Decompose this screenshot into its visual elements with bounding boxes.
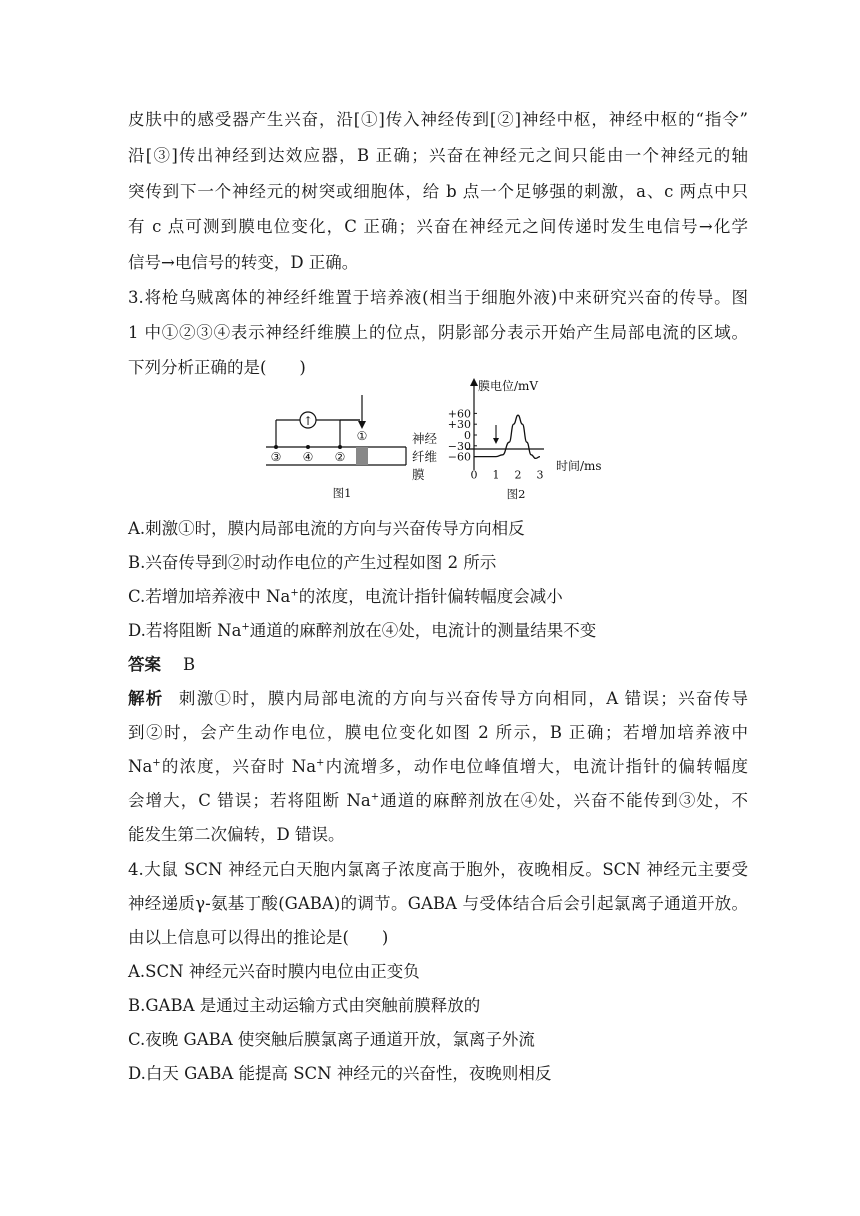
x-axis-label: 时间/ms [556, 459, 602, 473]
membrane-label-1: 神经 [412, 431, 438, 446]
q4-stem-line-1: 4.大鼠 SCN 神经元白天胞内氯离子浓度高于胞外，夜晚相反。SCN 神经元主要受 [128, 860, 748, 879]
q4-option-b: B.GABA 是通过主动运输方式由突触前膜释放的 [128, 996, 481, 1015]
q3-answer [128, 654, 748, 676]
q4-option-d: D.白天 GABA 能提高 SCN 神经元的兴奋性，夜晚则相反 [128, 1064, 552, 1083]
answer-label: 答案 [128, 655, 161, 674]
x-tick-label: 3 [536, 468, 544, 482]
y-axis-label: 膜电位/mV [478, 379, 539, 393]
x-tick-label: 0 [470, 468, 478, 482]
q4-stem-line-3: 由以上信息可以得出的推论是( ) [128, 928, 389, 947]
membrane-label-2: 纤维 [412, 449, 438, 464]
q4-stem-line-2: 神经递质γ-氨基丁酸(GABA)的调节。GABA 与受体结合后会引起氯离子通道开放。 [128, 894, 748, 913]
explanation-line-4: 有 c 点可测到膜电位变化，C 正确；兴奋在神经元之间传递时发生电信号→化学 [128, 217, 748, 236]
y-ticks [448, 407, 477, 463]
explanation-line-2: 沿[③]传出神经到达效应器，B 正确；兴奋在神经元之间只能由一个神经元的轴 [128, 146, 748, 165]
explanation-line-1: 皮肤中的感受器产生兴奋，沿[①]传入神经传到[②]神经中枢，神经中枢的“指令” [128, 110, 748, 129]
q3-option-b: B.兴奋传导到②时动作电位的产生过程如图 2 所示 [128, 553, 497, 572]
y-tick-label: 0 [464, 429, 471, 442]
y-tick-label: +30 [447, 418, 471, 432]
galvanometer-needle: ↑ [302, 414, 314, 428]
analysis-line-5: 能发生第二次偏转，D 错误。 [128, 825, 345, 844]
figure-2-caption: 图2 [506, 487, 526, 501]
q3-option-d: D.若将阻断 Na+通道的麻醉剂放在④处，电流计的测量结果不变 [128, 621, 597, 640]
q4-option-c: C.夜晚 GABA 使突触后膜氯离子通道开放，氯离子外流 [128, 1030, 535, 1049]
figure-1-caption: 图1 [332, 486, 352, 500]
q3-stem-line-2: 1 中①②③④表示神经纤维膜上的位点，阴影部分表示开始产生局部电流的区域。 [128, 323, 748, 342]
shaded-region [356, 447, 368, 465]
analysis-line-3: Na+的浓度，兴奋时 Na+内流增多，动作电位峰值增大，电流计指针的偏转幅度 [128, 757, 748, 776]
membrane-label-3: 膜 [412, 467, 425, 482]
y-tick-label: −30 [447, 439, 471, 453]
answer-value: B [183, 655, 196, 674]
x-tick-label: 1 [492, 468, 500, 482]
q3-stem-line-3: 下列分析正确的是( ) [128, 358, 306, 377]
q3-stem-line-1: 3.将枪乌贼离体的神经纤维置于培养液(相当于细胞外液)中来研究兴奋的传导。图 [128, 288, 748, 307]
point-1: ① [356, 429, 368, 443]
explanation-line-5: 信号→电信号的转变，D 正确。 [128, 253, 359, 272]
x-ticks [471, 469, 544, 482]
analysis-line-2: 到②时，会产生动作电位，膜电位变化如图 2 所示，B 正确；若增加培养液中 [128, 723, 748, 742]
q3-option-c: C.若增加培养液中 Na+的浓度，电流计指针偏转幅度会减小 [128, 587, 563, 606]
analysis-line-1: 解析 刺激①时，膜内局部电流的方向与兴奋传导方向相同，A 错误；兴奋传导 [128, 689, 748, 708]
q3-option-a: A.刺激①时，膜内局部电流的方向与兴奋传导方向相反 [128, 519, 525, 538]
q4-option-a: A.SCN 神经元兴奋时膜内电位由正变负 [128, 962, 420, 981]
figure-2 [422, 378, 612, 506]
x-tick-label: 2 [514, 468, 522, 482]
point-4: ④ [302, 450, 314, 464]
y-tick-label: +60 [447, 407, 471, 421]
action-potential-curve [474, 415, 540, 458]
explanation-line-3: 突传到下一个神经元的树突或细胞体，给 b 点一个足够强的刺激，a、c 两点中只 [128, 182, 748, 201]
y-tick-label: −60 [447, 450, 471, 464]
analysis-line-4: 会增大，C 错误；若将阻断 Na+通道的麻醉剂放在④处，兴奋不能传到③处，不 [128, 791, 749, 810]
point-3: ③ [270, 450, 282, 464]
point-2: ② [334, 450, 346, 464]
